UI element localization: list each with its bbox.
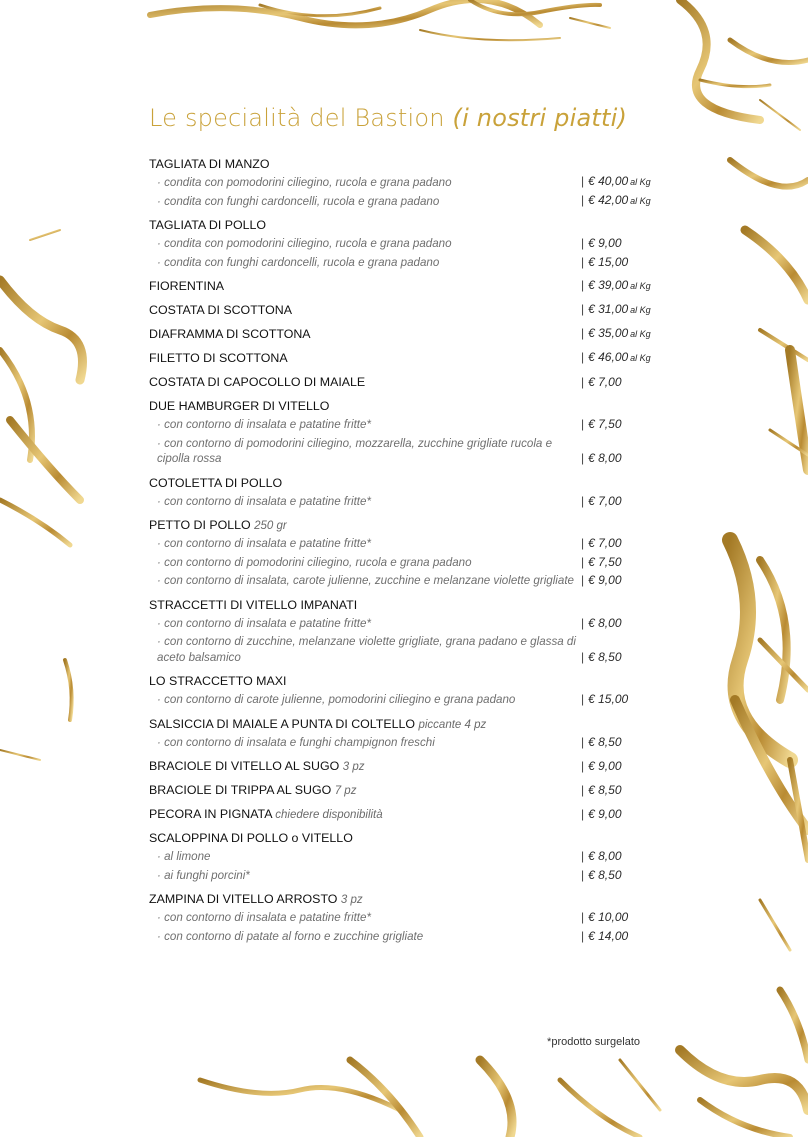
dish-heading: [149, 326, 669, 342]
dish-note: 7 pz: [334, 785, 357, 797]
option-description: [157, 175, 577, 191]
price: [581, 929, 628, 945]
bullet-dot: ·: [157, 735, 165, 749]
price-value: € 8,50: [588, 783, 622, 797]
price-separator: |: [581, 254, 585, 269]
price: [581, 735, 622, 751]
price: [581, 650, 622, 666]
price-value: € 7,00: [588, 375, 622, 389]
option-text: con contorno di pomodorini ciliegino, rucola e grana padano: [164, 555, 472, 569]
option-text: ai funghi porcini*: [164, 868, 250, 882]
dish-note: chiedere disponibilità: [275, 809, 383, 821]
option-text: con contorno di insalata e patatine fritte*: [164, 494, 371, 508]
dish-name: TAGLIATA DI POLLO: [149, 218, 267, 232]
option-description: [157, 616, 577, 632]
bullet-dot: ·: [157, 494, 165, 508]
page-title: [149, 104, 627, 132]
price-separator: |: [581, 573, 585, 587]
bullet-dot: ·: [157, 868, 165, 882]
price: [581, 536, 622, 552]
bullet-dot: ·: [157, 616, 165, 630]
option-description: [157, 555, 577, 571]
price-separator: |: [581, 417, 585, 431]
dish-heading: [149, 374, 669, 390]
option-description: [157, 868, 577, 884]
price: [581, 494, 622, 510]
option-description: [157, 494, 577, 510]
menu-section: [149, 302, 669, 318]
menu-section: [149, 217, 669, 270]
option-text: al limone: [164, 850, 211, 863]
dish-option: [149, 255, 669, 271]
price-value: € 8,00: [588, 849, 622, 863]
option-text: condita con pomodorini ciliegino, rucola e grana padano: [164, 237, 452, 250]
dish-name: BRACIOLE DI VITELLO AL SUGO: [149, 759, 340, 773]
bullet-dot: ·: [157, 555, 165, 569]
price: [581, 417, 622, 433]
dish-note: piccante 4 pz: [418, 718, 487, 731]
price-separator: |: [581, 554, 585, 569]
menu-section: [149, 716, 669, 751]
bullet-dot: ·: [157, 255, 165, 269]
dish-heading: [149, 758, 669, 774]
menu-section: [149, 673, 669, 708]
dish-name: FIORENTINA: [149, 279, 225, 293]
price: [581, 616, 622, 632]
price-separator: |: [581, 350, 585, 364]
bullet-dot: ·: [157, 176, 165, 189]
menu-section: [149, 326, 669, 342]
menu-list: [149, 156, 669, 952]
option-description: [157, 417, 577, 433]
price: [581, 806, 622, 822]
price-value: € 8,00: [588, 451, 622, 465]
price-separator: |: [581, 734, 585, 749]
menu-section: [149, 398, 669, 467]
price-unit: al Kg: [630, 305, 651, 315]
dish-note: 3 pz: [342, 761, 365, 773]
option-text: con contorno di insalata e patatine fritte*: [164, 911, 371, 924]
dish-heading: [149, 830, 669, 846]
price: [581, 174, 651, 191]
price: [581, 277, 651, 294]
option-description: [157, 910, 577, 926]
option-text: con contorno di insalata e funghi champignon freschi: [164, 735, 435, 749]
dish-note: 250 gr: [254, 520, 287, 532]
price-value: € 7,50: [588, 554, 622, 569]
price-separator: |: [581, 692, 585, 706]
price-separator: |: [581, 278, 585, 292]
menu-section: [149, 278, 669, 294]
dish-name: STRACCETTI DI VITELLO IMPANATI: [149, 597, 358, 612]
dish-heading: [149, 156, 669, 172]
bullet-dot: ·: [157, 635, 165, 648]
dish-name: PETTO DI POLLO: [149, 518, 251, 532]
option-description: [157, 929, 577, 945]
price-value: € 9,00: [588, 573, 622, 587]
option-description: [157, 692, 577, 708]
dish-option: [149, 494, 669, 510]
price-separator: |: [581, 783, 585, 797]
price-value: € 8,50: [588, 867, 622, 882]
price-separator: |: [581, 928, 585, 943]
menu-section: [149, 156, 669, 209]
price: [581, 849, 622, 865]
menu-section: [149, 475, 669, 510]
menu-section: [149, 374, 669, 390]
dish-heading: [149, 597, 669, 613]
price: [581, 910, 628, 926]
price-unit: al Kg: [630, 177, 651, 187]
option-text: condita con funghi cardoncelli, rucola e grana padano: [164, 255, 440, 269]
footnote: *prodotto surgelato: [547, 1036, 640, 1048]
dish-name: COSTATA DI SCOTTONA: [149, 303, 292, 317]
price-value: € 9,00: [588, 236, 622, 250]
price-separator: |: [581, 302, 585, 316]
dish-name: DUE HAMBURGER DI VITELLO: [149, 399, 330, 413]
dish-name: SCALOPPINA DI POLLO o VITELLO: [149, 831, 353, 845]
price-separator: |: [581, 375, 585, 389]
option-description: [157, 194, 577, 210]
dish-option: [149, 634, 669, 665]
dish-heading: [149, 475, 669, 491]
price-separator: |: [581, 649, 585, 664]
price-value: € 15,00: [588, 254, 629, 269]
price: [581, 451, 622, 467]
dish-option: [149, 436, 669, 467]
price-value: € 15,00: [588, 692, 629, 706]
dish-option: [149, 868, 669, 884]
price-separator: |: [581, 192, 585, 207]
option-text: condita con pomodorini ciliegino, rucola e grana padano: [164, 176, 452, 189]
price-separator: |: [581, 910, 585, 924]
dish-name: FILETTO DI SCOTTONA: [149, 351, 288, 365]
price-separator: |: [581, 759, 585, 773]
dish-option: [149, 692, 669, 708]
option-text: con contorno di patate al forno e zucchine grigliate: [164, 929, 424, 943]
price-separator: |: [581, 493, 585, 508]
price-value: € 7,50: [588, 417, 622, 431]
option-description: [157, 735, 577, 751]
bullet-dot: ·: [157, 693, 165, 706]
price: [581, 349, 651, 366]
price-unit: al Kg: [630, 353, 651, 363]
dish-heading: [149, 716, 669, 732]
dish-option: [149, 175, 669, 191]
option-text: con contorno di insalata e patatine fritte*: [164, 418, 371, 431]
price: [581, 374, 622, 390]
price-value: € 7,00: [588, 493, 622, 508]
price-value: € 31,00: [588, 302, 629, 316]
menu-section: [149, 782, 669, 798]
menu-section: [149, 758, 669, 774]
price-separator: |: [581, 536, 585, 550]
option-description: [157, 573, 577, 589]
option-description: [157, 236, 577, 252]
price: [581, 193, 651, 210]
dish-heading: [149, 806, 669, 822]
bullet-dot: ·: [157, 850, 165, 863]
option-text: con contorno di insalata, carote julienne, zucchine e melanzane violette grigliate: [164, 574, 574, 587]
price-value: € 9,00: [588, 807, 622, 821]
bullet-dot: ·: [157, 574, 165, 587]
dish-option: [149, 573, 669, 589]
bullet-dot: ·: [157, 237, 165, 250]
option-text: con contorno di carote julienne, pomodorini ciliegino e grana padano: [164, 693, 516, 706]
price: [581, 692, 628, 708]
option-description: [157, 255, 577, 271]
option-text: con contorno di insalata e patatine fritte*: [164, 616, 371, 630]
price-unit: al Kg: [630, 329, 651, 339]
price: [581, 555, 622, 571]
dish-option: [149, 929, 669, 945]
price-separator: |: [581, 174, 585, 188]
dish-option: [149, 910, 669, 926]
menu-section: [149, 806, 669, 822]
dish-note: 3 pz: [340, 894, 363, 906]
dish-name: BRACIOLE DI TRIPPA AL SUGO: [149, 783, 332, 797]
price-separator: |: [581, 615, 585, 630]
dish-heading: [149, 278, 669, 294]
price-value: € 46,00: [588, 350, 629, 364]
price: [581, 573, 622, 589]
price-separator: |: [581, 867, 585, 882]
option-description: [157, 536, 577, 552]
dish-name: COTOLETTA DI POLLO: [149, 475, 283, 490]
price: [581, 255, 628, 271]
price-value: € 40,00: [588, 174, 629, 188]
price-separator: |: [581, 451, 585, 465]
menu-section: [149, 891, 669, 944]
dish-name: TAGLIATA DI MANZO: [149, 157, 270, 171]
price-value: € 7,00: [588, 536, 622, 550]
dish-option: [149, 536, 669, 552]
option-text: con contorno di zucchine, melanzane violette grigliate, grana padano e glassa di aceto balsamico: [157, 635, 576, 664]
dish-heading: [149, 217, 669, 233]
option-text: con contorno di insalata e patatine fritte*: [164, 537, 371, 550]
price-value: € 35,00: [588, 326, 629, 340]
price-separator: |: [581, 236, 585, 250]
title-sub: (i nostri piatti): [452, 104, 628, 132]
price-value: € 10,00: [588, 910, 629, 924]
price: [581, 782, 622, 798]
dish-name: ZAMPINA DI VITELLO ARROSTO: [149, 892, 338, 906]
dish-option: [149, 849, 669, 865]
dish-name: SALSICCIA DI MAIALE A PUNTA DI COLTELLO: [149, 716, 416, 731]
dish-heading: [149, 782, 669, 798]
price-value: € 14,00: [588, 928, 629, 943]
bullet-dot: ·: [157, 911, 165, 924]
menu-section: [149, 350, 669, 366]
dish-option: [149, 417, 669, 433]
dish-name: LO STRACCETTO MAXI: [149, 674, 287, 688]
menu-section: [149, 597, 669, 666]
dish-option: [149, 616, 669, 632]
price-separator: |: [581, 807, 585, 821]
dish-name: DIAFRAMMA DI SCOTTONA: [149, 327, 311, 341]
bullet-dot: ·: [157, 537, 165, 550]
dish-option: [149, 555, 669, 571]
price-unit: al Kg: [630, 195, 651, 206]
price: [581, 301, 651, 318]
option-description: [157, 849, 577, 865]
dish-heading: [149, 891, 669, 907]
price: [581, 236, 622, 252]
dish-name: COSTATA DI CAPOCOLLO DI MAIALE: [149, 375, 366, 389]
dish-option: [149, 236, 669, 252]
menu-section: [149, 517, 669, 589]
price-separator: |: [581, 326, 585, 340]
price-value: € 42,00: [588, 192, 629, 207]
dish-heading: [149, 398, 669, 414]
price-value: € 39,00: [588, 278, 629, 292]
option-text: con contorno di pomodorini ciliegino, mozzarella, zucchine grigliate rucola e cipolla rossa: [157, 436, 553, 465]
dish-name: PECORA IN PIGNATA: [149, 807, 272, 821]
price: [581, 758, 622, 774]
bullet-dot: ·: [157, 194, 165, 208]
bullet-dot: ·: [157, 929, 165, 943]
price-value: € 8,00: [588, 615, 622, 630]
price-unit: al Kg: [630, 281, 651, 291]
price-value: € 8,50: [588, 734, 622, 749]
bullet-dot: ·: [157, 418, 165, 431]
price: [581, 868, 622, 884]
dish-option: [149, 735, 669, 751]
price-value: € 8,50: [588, 649, 622, 664]
option-text: condita con funghi cardoncelli, rucola e grana padano: [164, 194, 440, 208]
dish-heading: [149, 517, 669, 533]
price-value: € 9,00: [588, 759, 622, 773]
option-description: [157, 634, 577, 665]
dish-heading: [149, 350, 669, 366]
title-main: Le specialità del Bastion: [149, 104, 445, 132]
dish-heading: [149, 673, 669, 689]
dish-heading: [149, 302, 669, 318]
bullet-dot: ·: [157, 436, 165, 450]
price: [581, 325, 651, 342]
option-description: [157, 436, 577, 467]
dish-option: [149, 194, 669, 210]
menu-section: [149, 830, 669, 883]
price-separator: |: [581, 849, 585, 863]
